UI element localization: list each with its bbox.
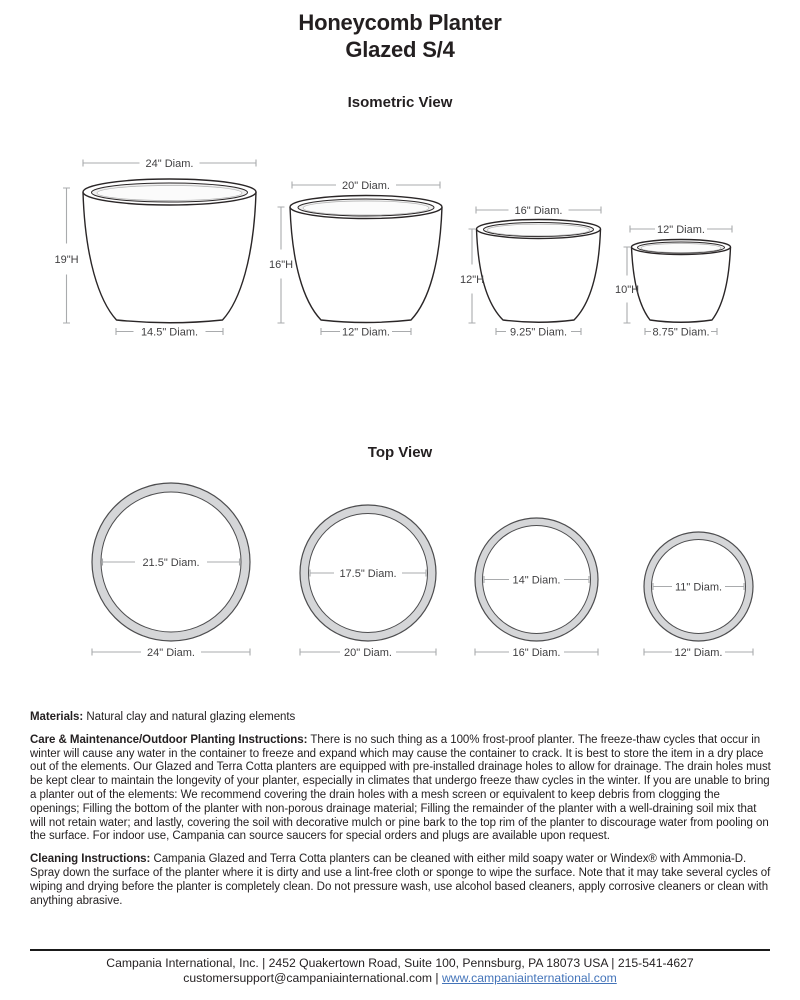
dim-bottom-diameter-label: 8.75" Diam. bbox=[652, 326, 710, 339]
dim-top-diameter-label: 24" Diam. bbox=[145, 158, 194, 170]
dim-inner-diameter-label: 21.5" Diam. bbox=[142, 557, 200, 569]
isometric-view-drawing bbox=[0, 148, 800, 348]
dim-bottom-diameter-label: 9.25" Diam. bbox=[509, 326, 568, 339]
footer-email: customersupport@campaniainternational.com bbox=[183, 970, 433, 985]
care-label: Care & Maintenance/Outdoor Planting Instructions: bbox=[30, 733, 308, 746]
care-text: There is no such thing as a 100% frost-proof planter. The freeze-thaw cycles that occur in winter will cause any water in the container to freeze and expand which may cause the container to crack. It is best to store the item in a dry place out of the elements. Our Glazed and Terra Cotta planters are equipped with pre-installed drainage holes to allow for drainage. The drain holes must be kept clear to maintain the longevity of your planter, especially in climates that undergo freeze thaw cycles in the winter. If you are unable to bring a planter out of the elements: We recommend covering the drain holes with a mesh screen or equivalent to keep debris from clogging the openings; Filling the bottom of the planter with non-porous drainage material; Filling the remainder of the planter with a well-draining soil mix that will not retain water; and lastly, covering the soil with decorative mulch or pine bark to the top rim of the planter to discourage water from pooling on the surface. For indoor use, Campania can source saucers for special orders and plugs are available upon request. bbox=[30, 733, 771, 843]
iso-planter-3 bbox=[460, 205, 601, 339]
top-circle-1 bbox=[92, 483, 250, 659]
page-title-line1: Honeycomb Planter bbox=[298, 10, 502, 35]
planter-body bbox=[632, 247, 731, 322]
dim-outer-diameter-label: 20" Diam. bbox=[344, 647, 392, 659]
dim-inner-diameter-label: 14" Diam. bbox=[512, 574, 561, 587]
materials-label: Materials: bbox=[30, 711, 84, 723]
dim-inner-diameter-label: 11" Diam. bbox=[674, 581, 723, 594]
dim-top-diameter-label: 16" Diam. bbox=[514, 205, 563, 217]
page-title bbox=[0, 9, 800, 63]
care-paragraph bbox=[30, 734, 771, 844]
footer-contact-line bbox=[30, 971, 770, 986]
dim-height-label: 16"H bbox=[268, 259, 294, 271]
footer-separator: | bbox=[432, 970, 442, 985]
top-circle-4 bbox=[644, 532, 753, 659]
iso-planter-2 bbox=[269, 180, 442, 339]
top-view-heading: Top View bbox=[367, 444, 433, 461]
planter-body bbox=[83, 192, 256, 323]
top-circle-3 bbox=[475, 518, 598, 659]
planter-body bbox=[290, 207, 442, 323]
footer-website-link[interactable]: www.campaniainternational.com bbox=[441, 970, 617, 985]
dim-top-diameter-label: 20" Diam. bbox=[342, 180, 390, 192]
materials-text: Natural clay and natural glazing elements bbox=[86, 711, 296, 723]
top-view-drawing bbox=[0, 465, 800, 670]
page-footer bbox=[30, 949, 770, 985]
dim-bottom-diameter-label: 14.5" Diam. bbox=[140, 326, 199, 339]
iso-planter-1 bbox=[54, 158, 256, 339]
dim-height-label: 10"H bbox=[614, 284, 640, 296]
top-circle-2 bbox=[300, 505, 436, 659]
cleaning-label: Cleaning Instructions: bbox=[30, 853, 151, 866]
dim-outer-diameter-label: 16" Diam. bbox=[512, 647, 561, 659]
planter-opening bbox=[97, 186, 242, 201]
dim-inner-diameter-label: 17.5" Diam. bbox=[339, 568, 397, 580]
dim-outer-diameter-label: 12" Diam. bbox=[674, 647, 723, 659]
dim-outer-diameter-label: 24" Diam. bbox=[147, 647, 195, 659]
dim-bottom-diameter-label: 12" Diam. bbox=[342, 326, 390, 339]
planter-opening bbox=[303, 201, 429, 215]
dim-height-label: 19"H bbox=[54, 254, 79, 266]
materials-paragraph bbox=[30, 711, 771, 725]
planter-opening bbox=[641, 244, 721, 253]
cleaning-text: Campania Glazed and Terra Cotta planters can be cleaned with either mild soapy water or Windex® with Ammonia-D. Spray down the surface of the planter where it is dirty and use a lint-free cloth or sponge to wipe the surface. Note that it may take several cycles of wiping and drying before the planter is completely clean. Do not pressure wash, use alcohol based cleaners, apply corrosive cleaners or clean with anything abrasive. bbox=[30, 853, 771, 907]
cleaning-paragraph bbox=[30, 853, 771, 908]
dim-top-diameter-label: 12" Diam. bbox=[657, 224, 705, 236]
page-title-line2: Glazed S/4 bbox=[345, 37, 455, 62]
planter-body bbox=[477, 229, 601, 322]
planter-opening bbox=[488, 224, 590, 236]
dim-height-label: 12"H bbox=[459, 274, 485, 286]
isometric-view-heading: Isometric View bbox=[347, 94, 453, 111]
iso-planter-4 bbox=[615, 224, 732, 339]
footer-address-line: Campania International, Inc. | 2452 Quakertown Road, Suite 100, Pennsburg, PA 18073 USA | 215-541-4627 bbox=[106, 956, 694, 970]
info-text-block bbox=[30, 711, 771, 917]
